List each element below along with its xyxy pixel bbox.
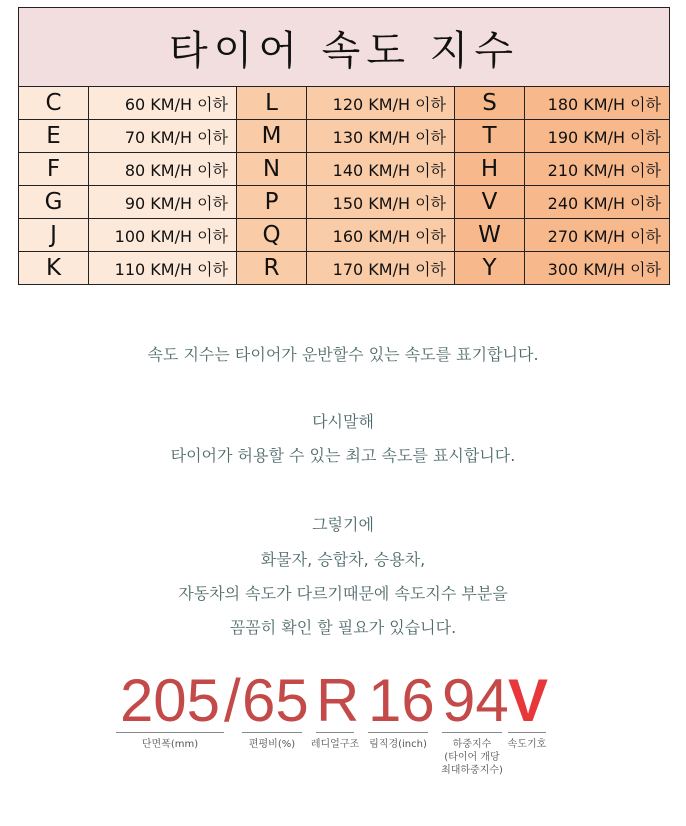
speed-limit-cell: 180 KM/H 이하 bbox=[525, 87, 670, 120]
speed-code-cell: F bbox=[19, 153, 89, 186]
speed-code-cell: T bbox=[455, 120, 525, 153]
table-title: 타이어 속도 지수 bbox=[19, 8, 670, 87]
speed-limit-cell: 130 KM/H 이하 bbox=[307, 120, 455, 153]
table-row bbox=[19, 252, 670, 285]
rim-diameter-value: 16 bbox=[368, 667, 435, 734]
load-index-segment bbox=[441, 667, 509, 776]
speed-limit-cell: 120 KM/H 이하 bbox=[307, 87, 455, 120]
aspect-ratio-underline bbox=[242, 732, 302, 733]
description-line-4: 그렇기에 bbox=[312, 515, 374, 534]
speed-code-cell: Q bbox=[237, 219, 307, 252]
description-line-6: 자동차의 속도가 다르기때문에 속도지수 부분을 bbox=[178, 584, 508, 603]
speed-limit-cell: 70 KM/H 이하 bbox=[89, 120, 237, 153]
speed-symbol-value: V bbox=[508, 667, 549, 734]
speed-limit-cell: 90 KM/H 이하 bbox=[89, 186, 237, 219]
tire-size-example bbox=[0, 667, 686, 820]
description-line-1: 속도 지수는 타이어가 운반할수 있는 속도를 표기합니다. bbox=[147, 345, 539, 364]
aspect-ratio-value: 65 bbox=[242, 667, 309, 734]
construction-segment bbox=[310, 667, 360, 750]
tire-width-segment bbox=[116, 667, 224, 750]
load-index-value: 94 bbox=[442, 667, 509, 734]
speed-index-table bbox=[18, 7, 670, 285]
tire-width-label: 단면폭(mm) bbox=[141, 739, 199, 750]
speed-code-cell: L bbox=[237, 87, 307, 120]
description-line-2: 다시말해 bbox=[312, 412, 374, 431]
speed-limit-cell: 300 KM/H 이하 bbox=[525, 252, 670, 285]
tire-width-underline bbox=[116, 732, 224, 733]
speed-limit-cell: 160 KM/H 이하 bbox=[307, 219, 455, 252]
speed-code-cell: W bbox=[455, 219, 525, 252]
table-row bbox=[19, 120, 670, 153]
speed-limit-cell: 80 KM/H 이하 bbox=[89, 153, 237, 186]
speed-limit-cell: 170 KM/H 이하 bbox=[307, 252, 455, 285]
description-line-7: 꼼꼼히 확인 할 필요가 있습니다. bbox=[229, 618, 457, 637]
speed-symbol-underline bbox=[508, 732, 546, 733]
speed-code-cell: V bbox=[455, 186, 525, 219]
table-row bbox=[19, 219, 670, 252]
aspect-ratio-segment bbox=[242, 667, 309, 750]
speed-limit-cell: 210 KM/H 이하 bbox=[525, 153, 670, 186]
speed-code-cell: G bbox=[19, 186, 89, 219]
speed-limit-cell: 100 KM/H 이하 bbox=[89, 219, 237, 252]
description-line-5: 화물자, 승합차, 승용차, bbox=[260, 550, 426, 569]
construction-underline bbox=[316, 732, 354, 733]
speed-code-cell: R bbox=[237, 252, 307, 285]
speed-code-cell: K bbox=[19, 252, 89, 285]
table-row bbox=[19, 87, 670, 120]
speed-code-cell: Y bbox=[455, 252, 525, 285]
load-index-label: 하중지수 (타이어 개당 최대하중지수) bbox=[441, 739, 503, 776]
rim-diameter-underline bbox=[368, 732, 428, 733]
speed-limit-cell: 140 KM/H 이하 bbox=[307, 153, 455, 186]
description-line-3: 타이어가 허용할 수 있는 최고 속도를 표시합니다. bbox=[170, 446, 516, 465]
speed-symbol-segment bbox=[507, 667, 549, 750]
speed-code-cell: C bbox=[19, 87, 89, 120]
speed-code-cell: E bbox=[19, 120, 89, 153]
rim-diameter-segment bbox=[368, 667, 435, 750]
table-row bbox=[19, 186, 670, 219]
construction-label: 레디얼구조 bbox=[310, 739, 360, 750]
speed-limit-cell: 60 KM/H 이하 bbox=[89, 87, 237, 120]
aspect-ratio-label: 편평비(%) bbox=[248, 739, 296, 750]
speed-limit-cell: 270 KM/H 이하 bbox=[525, 219, 670, 252]
tire-width-value: 205 bbox=[119, 667, 221, 734]
speed-code-cell: S bbox=[455, 87, 525, 120]
table-row bbox=[19, 153, 670, 186]
rim-diameter-label: 림직경(inch) bbox=[369, 739, 427, 750]
speed-limit-cell: 150 KM/H 이하 bbox=[307, 186, 455, 219]
tire-separator: / bbox=[224, 667, 241, 734]
speed-code-cell: P bbox=[237, 186, 307, 219]
speed-limit-cell: 110 KM/H 이하 bbox=[89, 252, 237, 285]
construction-value: R bbox=[316, 667, 360, 734]
speed-symbol-label: 속도기호 bbox=[507, 739, 547, 750]
speed-code-cell: N bbox=[237, 153, 307, 186]
speed-code-cell: J bbox=[19, 219, 89, 252]
speed-code-cell: M bbox=[237, 120, 307, 153]
speed-limit-cell: 240 KM/H 이하 bbox=[525, 186, 670, 219]
speed-limit-cell: 190 KM/H 이하 bbox=[525, 120, 670, 153]
speed-code-cell: H bbox=[455, 153, 525, 186]
load-index-underline bbox=[442, 732, 502, 733]
